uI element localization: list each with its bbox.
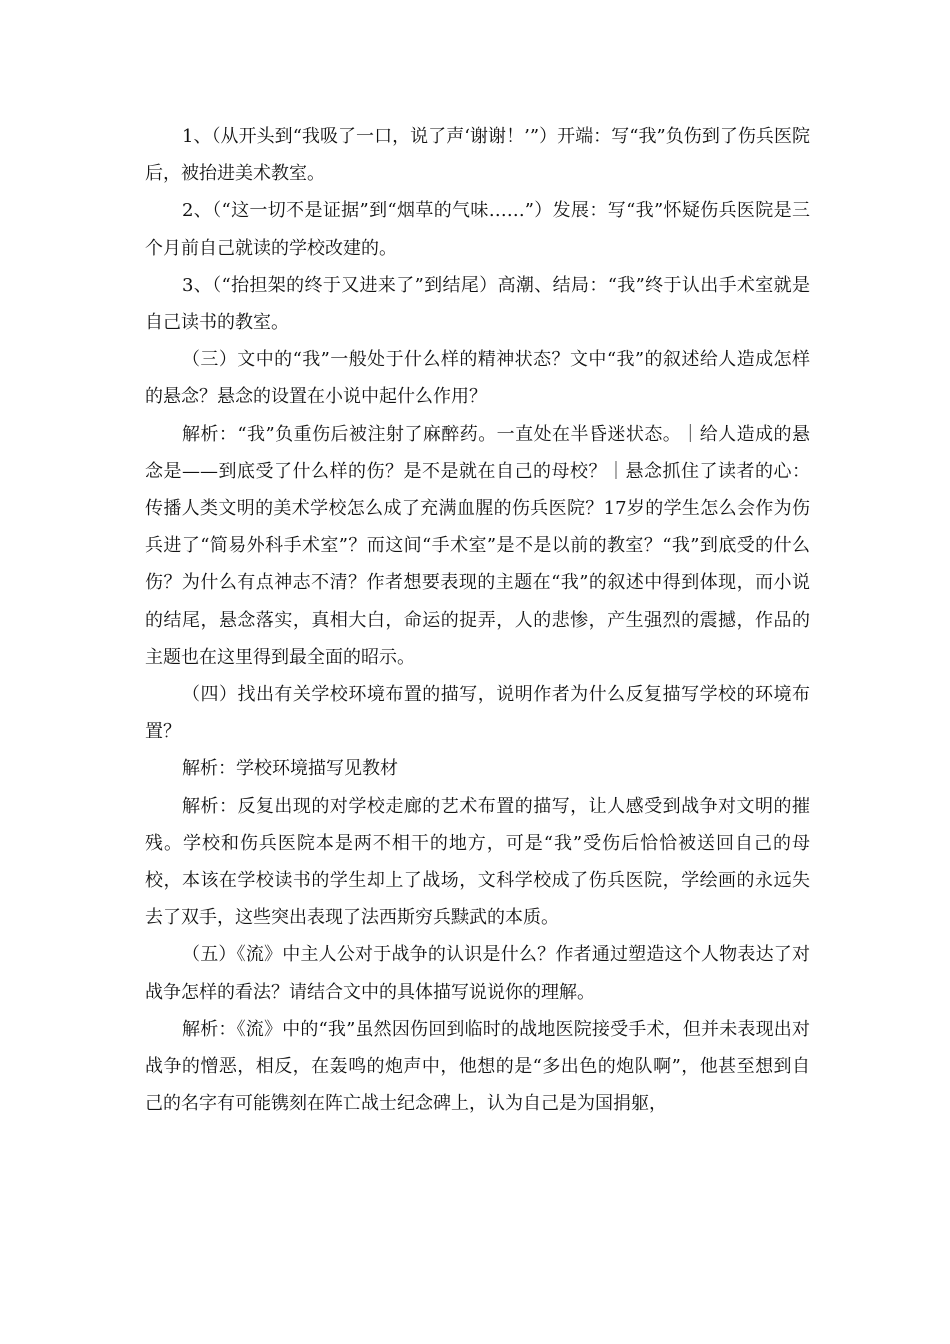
paragraph-structure-3: 3、（“抬担架的终于又进来了”到结尾）高潮、结局：“我”终于认出手术室就是自己读书的教室。 (145, 274, 810, 334)
paragraph-structure-1: 1、（从开头到“我吸了一口，说了声‘谢谢！’”）开端：写“我”负伤到了伤兵医院后，被抬进美术教室。 (145, 126, 810, 185)
answer-3: 解析：“我”负重伤后被注射了麻醉药。一直处在半昏迷状态。｜给人造成的悬念是——到底受了什么样的伤？是不是就在自己的母校？｜悬念抓住了读者的心：传播人类文明的美术学校怎么成了充满血腥的伤兵医院？17岁的学生怎么会作为伤兵进了“简易外科手术室”？而这间“手术室”是不是以前的教室？“我”到底受的什么伤？为什么有点神志不清？作者想要表现的主题在“我”的叙述中得到体现，而小说的结尾，悬念落实，真相大白，命运的捉弄，人的悲惨，产生强烈的震撼，作品的主题也在这里得到最全面的昭示。 (145, 423, 810, 668)
question-4: （四）找出有关学校环境布置的描写，说明作者为什么反复描写学校的环境布置？ (145, 684, 810, 743)
question-3: （三）文中的“我”一般处于什么样的精神状态？文中“我”的叙述给人造成怎样的悬念？悬念的设置在小说中起什么作用？ (145, 349, 810, 408)
question-5: （五）《流》中主人公对于战争的认识是什么？作者通过塑造这个人物表达了对战争怎样的看法？请结合文中的具体描写说说你的理解。 (145, 944, 810, 1003)
answer-5: 解析：《流》中的“我”虽然因伤回到临时的战地医院接受手术，但并未表现出对战争的憎恶，相反，在轰鸣的炮声中，他想的是“多出色的炮队啊”，他甚至想到自己的名字有可能镌刻在阵亡战士纪念碑上，认为自己是为国捐躯， (145, 1018, 810, 1115)
answer-4-part-2: 解析：反复出现的对学校走廊的艺术布置的描写，让人感受到战争对文明的摧残。学校和伤兵医院本是两不相干的地方，可是“我”受伤后恰恰被送回自己的母校，本该在学校读书的学生却上了战场，文科学校成了伤兵医院，学绘画的永远失去了双手，这些突出表现了法西斯穷兵黩武的本质。 (145, 795, 810, 929)
answer-4-part-1: 解析：学校环境描写见教材 (182, 758, 398, 780)
document-body (145, 118, 810, 1122)
paragraph-structure-2: 2、（“这一切不是证据”到“烟草的气味……”）发展：写“我”怀疑伤兵医院是三个月前自己就读的学校改建的。 (145, 200, 810, 259)
